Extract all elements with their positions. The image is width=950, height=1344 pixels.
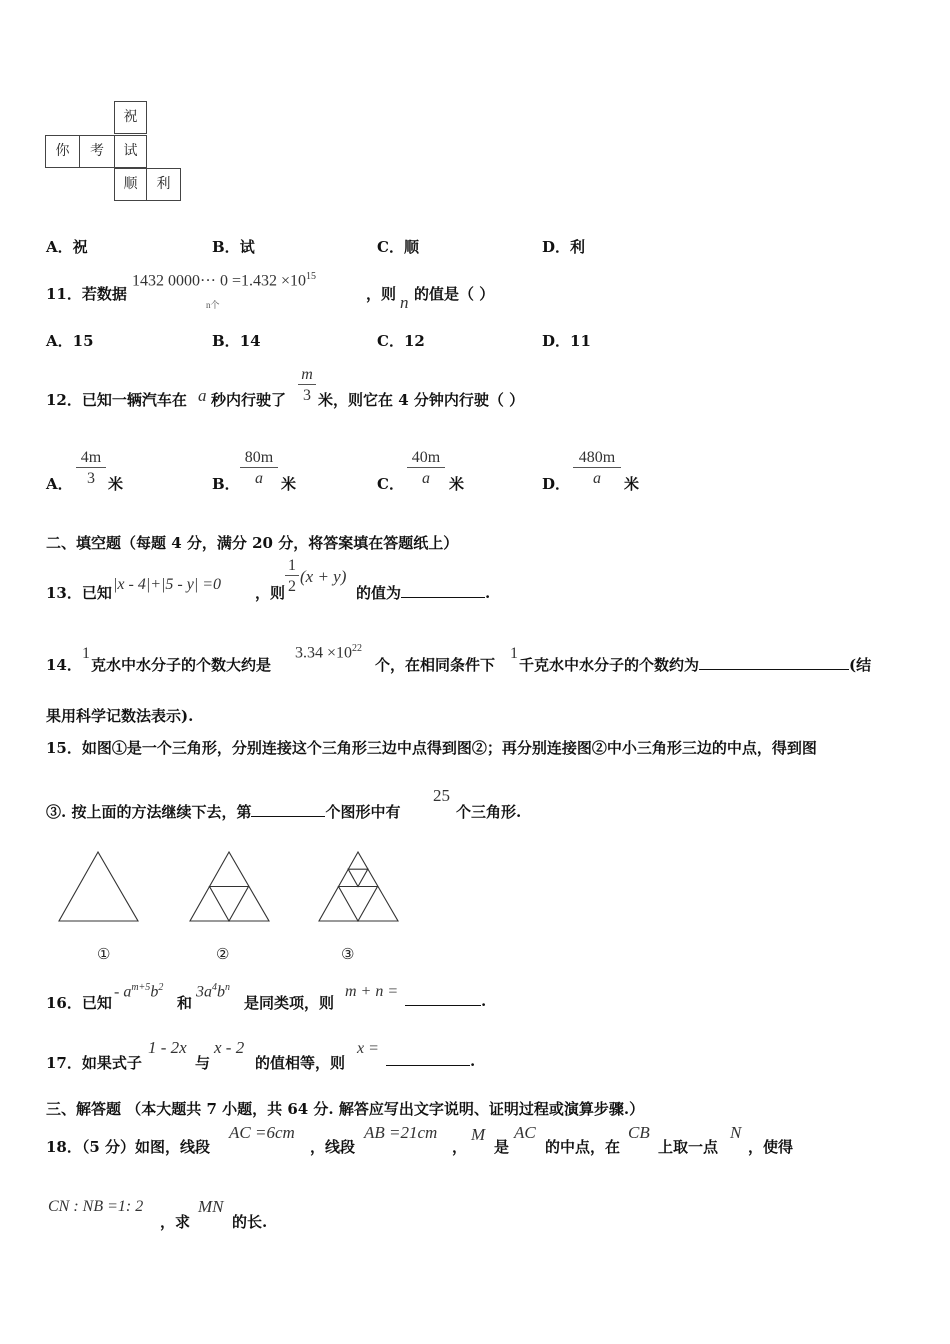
q16-term2: $3a^4b^n$ xyxy=(196,982,230,1001)
q11-var-n: n xyxy=(400,293,409,312)
q17-mid: 的值相等，则 xyxy=(255,1054,346,1072)
q18-ab: AB =21cm xyxy=(364,1123,438,1142)
q12-mid: 秒内行驶了 xyxy=(211,391,287,409)
q18-t8: 的长. xyxy=(232,1213,268,1231)
q18-n: N xyxy=(730,1123,742,1142)
q10-option-a: A．祝 xyxy=(46,238,88,256)
q11-number: 1432 $0000\cdot\cdot\cdot 0 =1.432 \times 10^{15}$ xyxy=(132,271,317,290)
q11-option-c: C．12 xyxy=(377,332,425,350)
q12-prefix: 12．已知一辆汽车在 xyxy=(46,391,187,409)
net-cell-left2: 考 xyxy=(79,135,115,168)
q11-option-d: D．11 xyxy=(542,332,591,350)
q18-ratio: CN : NB =1: 2 xyxy=(48,1198,144,1215)
figure-3-inner-inner xyxy=(348,869,368,886)
section2-title: 二、填空题（每题 4 分，满分 20 分，将答案填在答题纸上） xyxy=(46,534,459,552)
q11-option-a: A．15 xyxy=(46,332,94,350)
q14-line2: 果用科学记数法表示). xyxy=(46,707,194,725)
q18-t6: ，使得 xyxy=(748,1138,794,1156)
q12-option-a-unit: 米 xyxy=(108,475,124,493)
q18-t3: 是 xyxy=(494,1138,510,1156)
q15-line2: ③. 按上面的方法继续下去，第 个图形中有 xyxy=(46,803,401,821)
figure-3-caption: ③ xyxy=(341,945,355,963)
q18-t5: 上取一点 xyxy=(658,1138,719,1156)
q14-sci: $3.34 \times 10^{22}$ xyxy=(295,643,363,662)
q17-with: 与 xyxy=(195,1054,211,1072)
q11-prefix: 11．若数据 xyxy=(46,285,127,303)
q18-ac: AC =6cm xyxy=(229,1123,295,1142)
q10-option-c: C．顺 xyxy=(377,238,419,256)
q12-option-c-key: C． xyxy=(377,475,404,493)
q18-m: M xyxy=(471,1125,486,1144)
figure-2-inner xyxy=(210,887,249,922)
q14-prefix: 14． xyxy=(46,656,82,674)
q12-fraction: m 3 xyxy=(298,366,316,405)
q13-mid: ，则 xyxy=(255,584,286,602)
figure-1-caption: ① xyxy=(97,945,111,963)
q12-option-b-unit: 米 xyxy=(281,475,297,493)
q12-option-c-unit: 米 xyxy=(449,475,465,493)
q18-mn: MN xyxy=(198,1197,224,1216)
q17-e2: x - 2 xyxy=(214,1038,245,1057)
q13-expr: |x - 4|+|5 - y| =0 xyxy=(113,576,222,593)
net-cell-left1: 你 xyxy=(45,135,80,168)
q18-ac2: AC xyxy=(514,1123,536,1142)
q12-option-d-frac: 480m a xyxy=(573,449,621,488)
q10-option-b: B．试 xyxy=(212,238,255,256)
q14-text3: 千克水中水分子的个数约为 (结 xyxy=(519,656,872,674)
q12-option-b-key: B． xyxy=(212,475,240,493)
q14-one-a: 1 xyxy=(82,645,90,662)
q15-line2-end: 个三角形. xyxy=(456,803,522,821)
q13-half: 1 2 xyxy=(285,557,299,596)
q14-text2: 个，在相同条件下 xyxy=(375,656,496,674)
q13-prefix: 13．已知 xyxy=(46,584,112,602)
q16-blank: . xyxy=(405,992,486,1010)
net-cell-right: 利 xyxy=(146,168,181,201)
q15-figures xyxy=(0,845,950,945)
net-cell-center: 试 xyxy=(114,135,147,168)
section3-title: 三、解答题 （本大题共 7 小题，共 64 分. 解答应写出文字说明、证明过程或演算步骤.） xyxy=(46,1100,645,1118)
q17-prefix: 17．如果式子 xyxy=(46,1054,142,1072)
q13-paren: (x + y) xyxy=(300,567,347,586)
q11-suffix: 的值是（ ） xyxy=(414,285,495,303)
net-cell-top: 祝 xyxy=(114,101,147,134)
q18-cb: CB xyxy=(628,1123,650,1142)
q15-num: 25 xyxy=(433,786,450,805)
q18-prefix: 18．（5 分）如图，线段 xyxy=(46,1138,211,1156)
q11-count-note: n个 xyxy=(206,300,220,310)
q18-t4: 的中点，在 xyxy=(545,1138,621,1156)
q12-option-c-frac: 40m a xyxy=(407,449,445,488)
q16-term1: - $a^{m+5}b^2$ xyxy=(114,982,164,1001)
q14-text1: 克水中水分子的个数大约是 xyxy=(91,656,272,674)
q13-suffix: 的值为 . xyxy=(356,584,491,602)
q11-mid: ，则 xyxy=(366,285,397,303)
q12-suffix: 米，则它在 4 分钟内行驶（ ） xyxy=(318,391,525,409)
q14-one-b: 1 xyxy=(510,645,518,662)
figure-1-triangle xyxy=(59,852,138,921)
q12-var-a: a xyxy=(198,386,207,405)
q17-expr: x = xyxy=(357,1040,379,1057)
figure-2-caption: ② xyxy=(216,945,230,963)
q18-t1: ，线段 xyxy=(310,1138,356,1156)
q17-blank: . xyxy=(386,1052,475,1070)
q15-line1: 15．如图①是一个三角形，分别连接这个三角形三边中点得到图②；再分别连接图②中小三角形三边的中点，得到图 xyxy=(46,739,817,757)
q18-t2: ， xyxy=(452,1138,468,1156)
q16-prefix: 16．已知 xyxy=(46,994,112,1012)
q16-expr: m + n = xyxy=(345,983,399,1000)
q11-option-b: B．14 xyxy=(212,332,261,350)
q12-option-d-key: D． xyxy=(542,475,571,493)
q12-option-d-unit: 米 xyxy=(624,475,640,493)
q10-option-d: D．利 xyxy=(542,238,586,256)
q18-t7: ，求 xyxy=(160,1213,191,1231)
q12-option-a-frac: 4m 3 xyxy=(76,449,106,488)
net-cell-bottom: 顺 xyxy=(114,168,147,201)
q17-e1: 1 - 2x xyxy=(148,1038,187,1057)
q16-and: 和 xyxy=(177,994,193,1012)
figure-3-inner xyxy=(339,887,378,922)
q12-option-a-key: A． xyxy=(46,475,73,493)
q12-option-b-frac: 80m a xyxy=(240,449,278,488)
q16-mid: 是同类项，则 xyxy=(244,994,335,1012)
